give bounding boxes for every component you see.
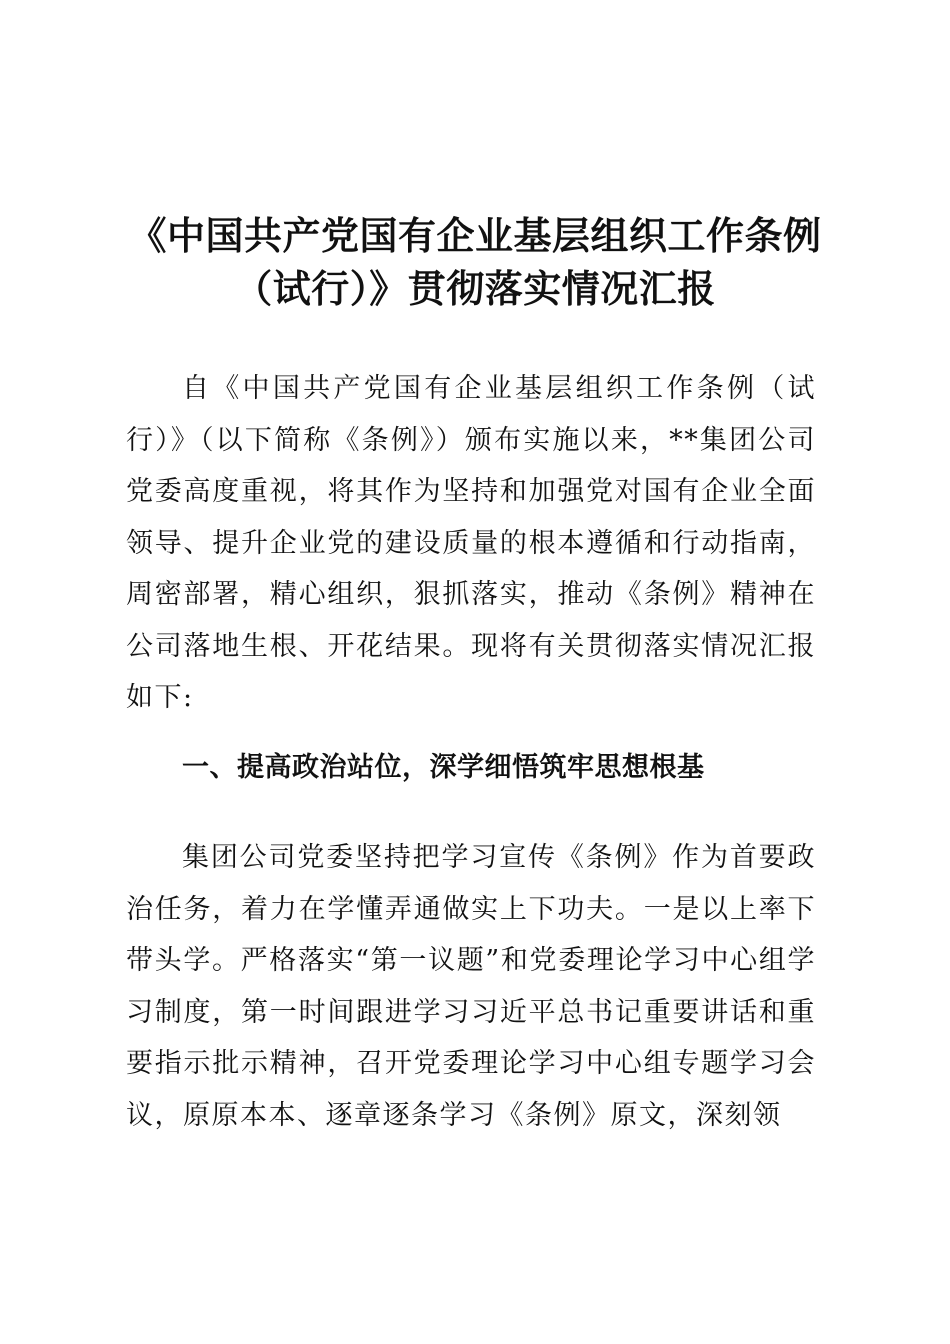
section-1-paragraph: 集团公司党委坚持把学习宣传《条例》作为首要政治任务，着力在学懂弄通做实上下功夫。一是以上率下带头学。严格落实“第一议题”和党委理论学习中心组学习制度，第一时间跟进学习习近平总书记重要讲话和重要指示批示精神，召开党委理论学习中心组专题学习会议，原原本本、逐章逐条学习《条例》原文，深刻领 [126,842,816,1131]
document-title-line-2: （试行）》贯彻落实情况汇报 [234,267,716,311]
section-1-heading: 一、提高政治站位，深学细悟筑牢思想根基 [182,752,705,783]
document-title-line-1: 《中国共产党国有企业基层组织工作条例 [128,214,822,258]
intro-paragraph: 自《中国共产党国有企业基层组织工作条例（试行）》（以下简称《条例》）颁布实施以来，**集团公司党委高度重视，将其作为坚持和加强党对国有企业全面领导、提升企业党的建设质量的根本遵循和行动指南，周密部署，精心组织，狠抓落实，推动《条例》精神在公司落地生根、开花结果。现将有关贯彻落实情况汇报如下: [126,373,816,713]
